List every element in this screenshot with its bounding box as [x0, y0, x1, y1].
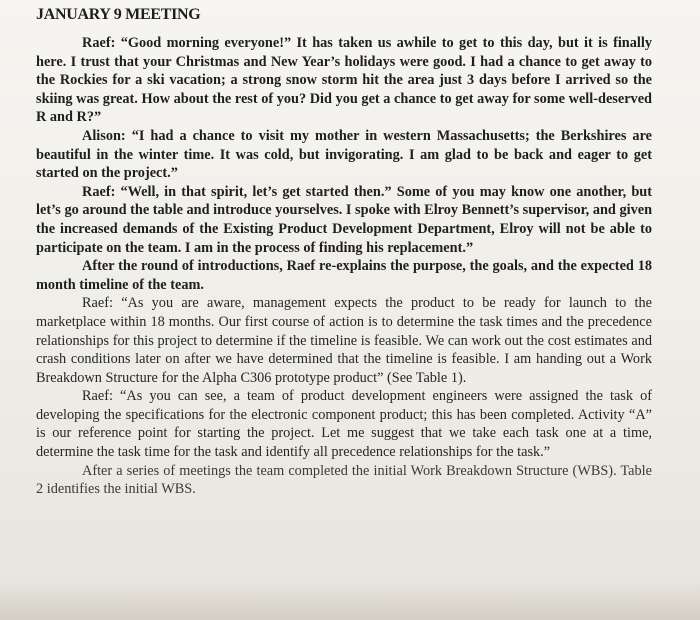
meeting-heading: JANUARY 9 MEETING: [36, 6, 201, 23]
paragraph-timeline: Raef: “As you are aware, management expects the product to be ready for launch to the marketplace within 18 months. Our first course of action is to determine the task times and the precedence relationships for this project to determine if the timeline is feasible. We can work out the cost estimates and crash conditions later on after we have determined that the timeline is feasible. I am handing out a Work Breakdown Structure for the Alpha C306 prototype product” (See Table 1).: [36, 295, 652, 386]
paragraph-activity-a: Raef: “As you can see, a team of product development engineers were assigned the task of developing the specifications for the electronic component product; this has been completed. Activity “A” is our reference point for starting the project. Let me suggest that we take each task one at a time, determine the task time for the task and identify all precedence relationships for the task.”: [36, 388, 652, 461]
paragraph-alison: Alison: “I had a chance to visit my mother in western Massachusetts; the Berkshires are beautiful in the winter time. It was cold, but invigorating. I am glad to be back and eager to get started on the project.”: [36, 127, 652, 182]
paragraph-introductions: Raef: “Well, in that spirit, let’s get started then.” Some of you may know one another, but let’s go around the table and introduce yourselves. I spoke with Elroy Bennett’s supervisor, and given the increased demands of the Existing Product Development Department, Elroy will not be able to participate on the team. I am in the process of finding his replacement.”: [36, 183, 653, 256]
paragraph-wbs: After a series of meetings the team completed the initial Work Breakdown Structure (WBS). Table 2 identifies the initial WBS.: [36, 462, 652, 498]
paragraph-greeting: Raef: “Good morning everyone!” It has taken us awhile to get to this day, but it is finally here. I trust that your Christmas and New Year’s holidays were good. I had a chance to get away to the Rockies for a ski vacation; a strong snow storm hit the area just 3 days before I arrived so the skiing was great. How about the rest of you? Did you get a chance to get away for some well-deserved R and R?”: [36, 35, 652, 126]
paragraph-purpose: After the round of introductions, Raef re-explains the purpose, the goals, and the expected 18 month timeline of the team.: [36, 258, 652, 293]
